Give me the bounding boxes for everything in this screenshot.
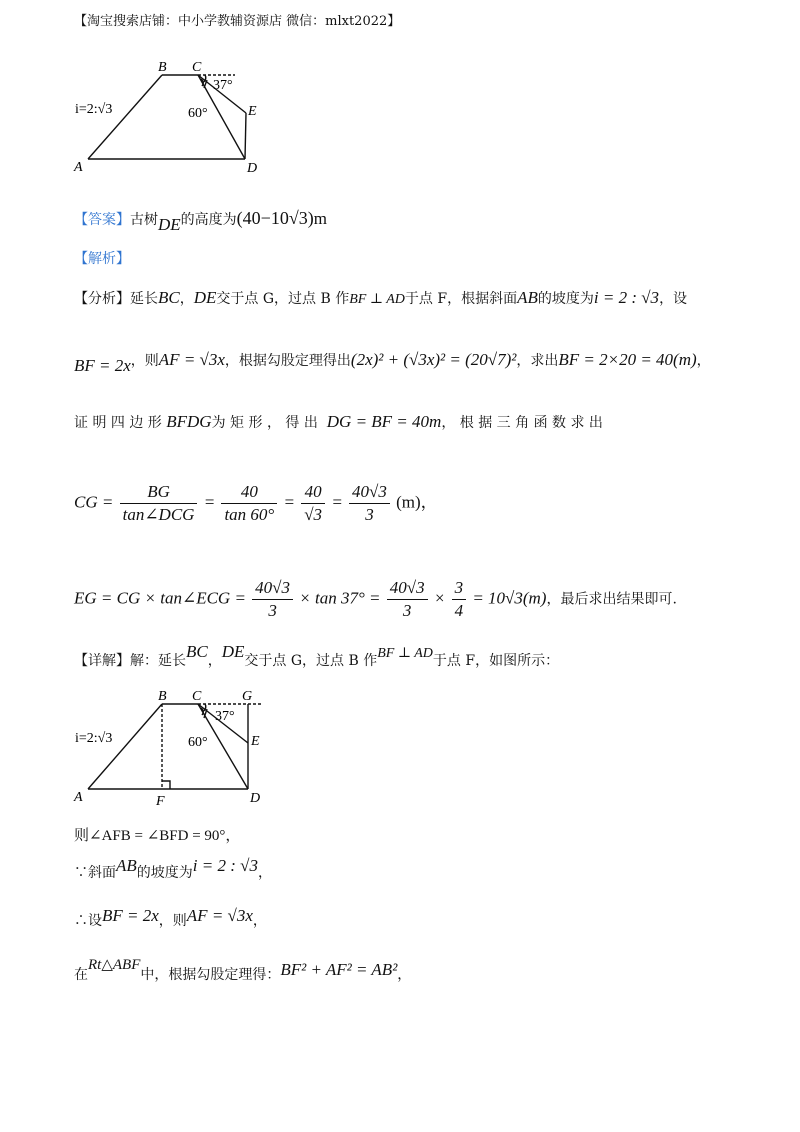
step-4: 在Rt△ABF中，根据勾股定理得：BF² + AF² = AB²，: [74, 957, 412, 983]
label-slope: i=2:√3: [75, 731, 113, 746]
label-37: 37°: [215, 709, 235, 724]
label-D: D: [250, 791, 261, 806]
label-D: D: [247, 161, 258, 176]
fenxi-line-1: 【分析】延长BC，DE交于点 G，过点 B 作BF ⊥ AD于点 F，根据斜面AB的坡度为i = 2 : √3，设: [74, 288, 688, 307]
detail-line-1: 【详解】解：延长BC，DE交于点 G，过点 B 作BF ⊥ AD于点 F，如图所示：: [74, 642, 560, 669]
label-B: B: [158, 60, 167, 75]
answer-tag: 【答案】: [74, 212, 130, 228]
figure-trapezoid-2: [70, 686, 280, 810]
analysis-tag: 【解析】: [74, 251, 130, 267]
label-G: G: [242, 689, 253, 704]
label-E: E: [248, 104, 257, 119]
fenxi-line-2: BF = 2x，则AF = √3x，根据勾股定理得出(2x)² + (√3x)² = (20√7)²，求出BF = 2×20 = 40(m)，: [74, 350, 711, 375]
header-watermark: 【淘宝搜索店铺：中小学教辅资源店 微信：mlxt2022】: [74, 14, 401, 29]
step-2: ∵斜面AB的坡度为i = 2 : √3，: [74, 856, 272, 881]
label-A: A: [74, 790, 83, 805]
right-angle-mark: [162, 781, 170, 789]
label-C: C: [192, 689, 202, 704]
label-slope: i=2:√3: [75, 102, 113, 117]
label-A: A: [74, 160, 83, 175]
figure-trapezoid-1: [70, 58, 270, 178]
fenxi-line-5: EG = CG × tan∠ECG = $\frac{40√3}{3}$ × tan 37° = $\frac{40√3}{3}$ × $\frac{3}{4}$ = 10√3(m)，最后求出结果即可.: [74, 578, 677, 620]
line-AB: [88, 75, 162, 159]
label-60: 60°: [188, 735, 208, 750]
step-1: 则∠AFB = ∠BFD = 90°，: [74, 828, 241, 844]
label-60: 60°: [188, 106, 208, 121]
label-E: E: [251, 734, 260, 749]
line-AB: [88, 704, 162, 789]
label-F: F: [156, 794, 165, 809]
label-C: C: [192, 60, 202, 75]
answer-line: 【答案】古树DE的高度为(40−10√3)m: [74, 208, 327, 234]
line-ED: [245, 113, 246, 159]
label-37: 37°: [213, 78, 233, 93]
step-3: ∴设BF = 2x，则AF = √3x，: [74, 906, 267, 929]
fenxi-line-3: 证 明 四 边 形 BFDG为 矩 形 ， 得 出 DG = BF = 40m， 根 据 三 角 函 数 求 出: [74, 412, 603, 431]
label-B: B: [158, 689, 167, 704]
fenxi-line-4: CG = $\frac{BG}{\text{tan∠DCG}}$ = $\frac{40}{\tan 60^\circ}$ = $\frac{40}{√3}$ = $\frac{40√3}{3}$ (m)，: [74, 482, 438, 524]
